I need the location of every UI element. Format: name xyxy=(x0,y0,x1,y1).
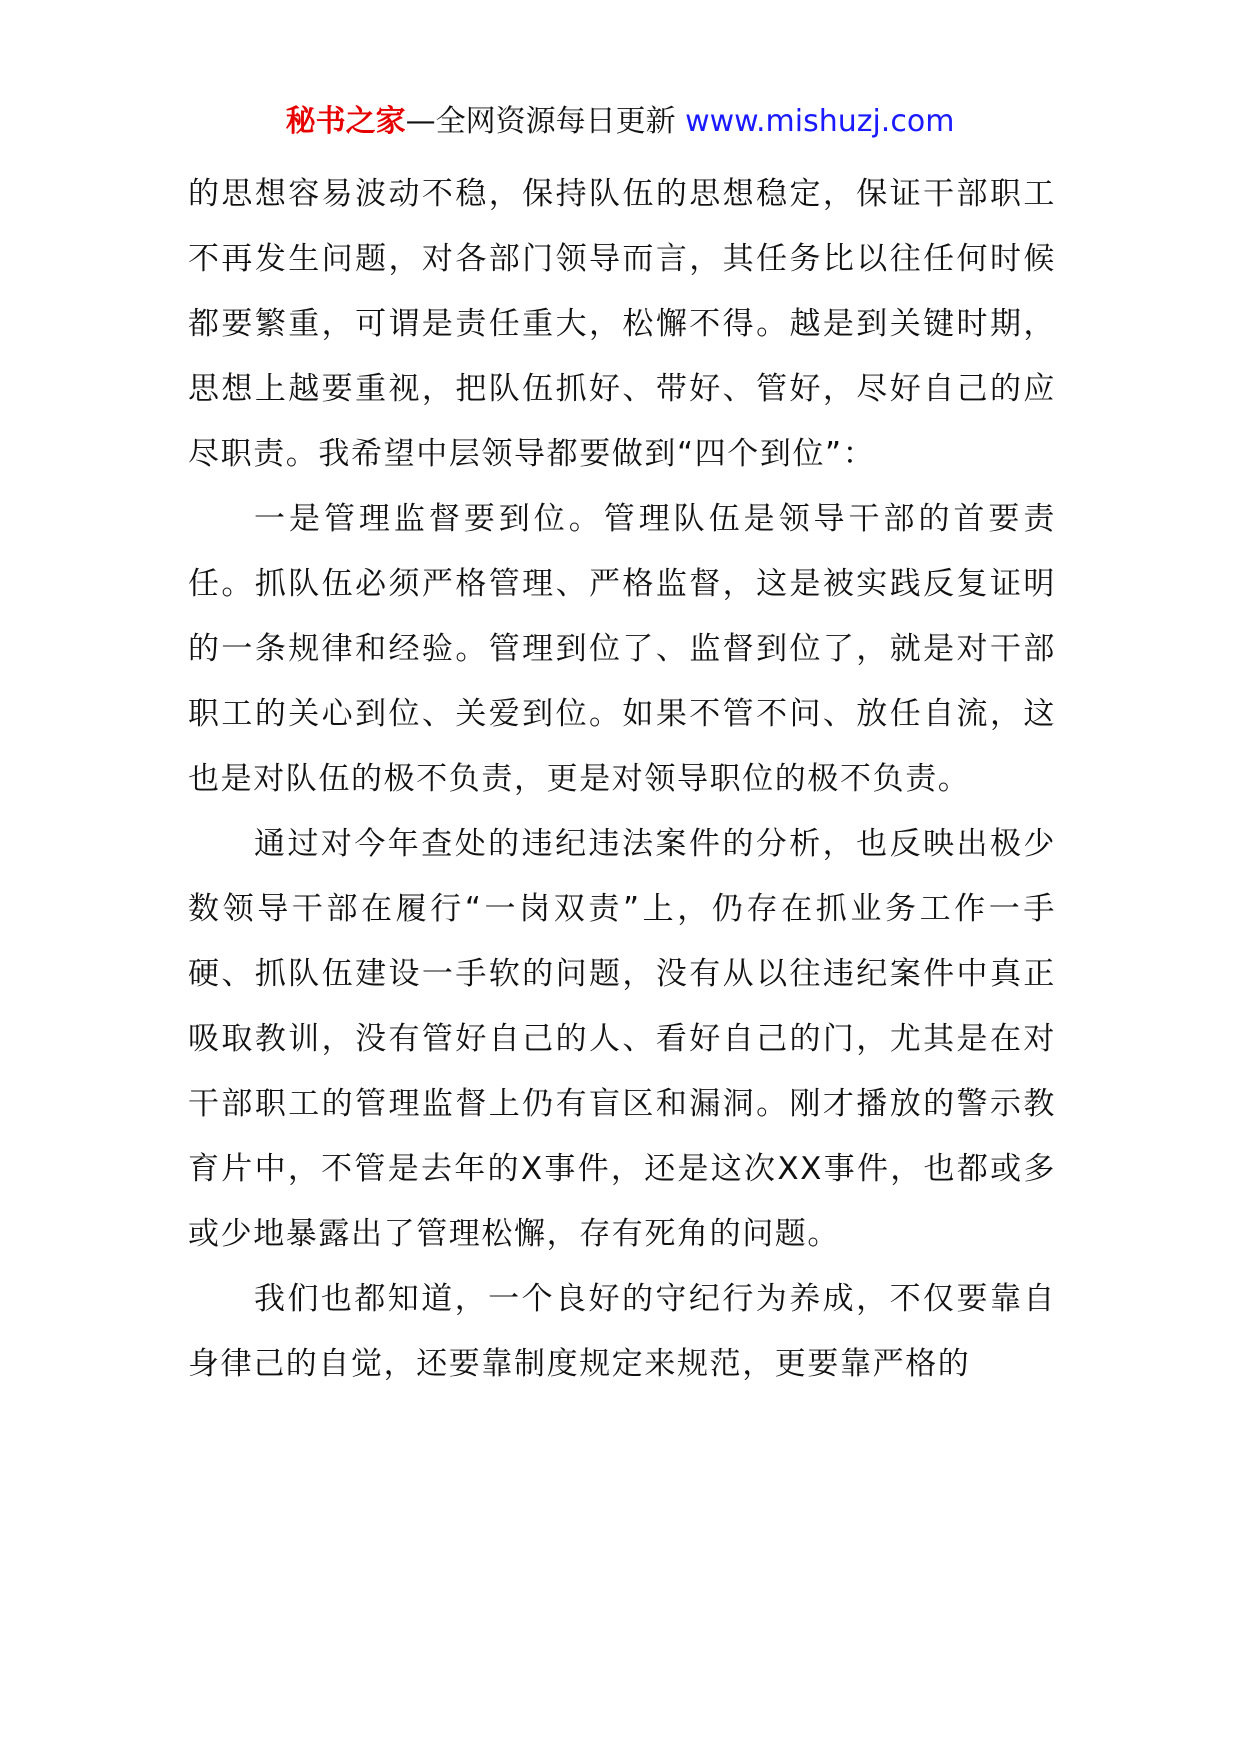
website-link[interactable]: www.mishuzj.com xyxy=(675,104,955,139)
document-body xyxy=(188,162,1056,1397)
header-tagline: —全网资源每日更新 xyxy=(405,104,676,139)
paragraph: 一是管理监督要到位。管理队伍是领导干部的首要责任。抓队伍必须严格管理、严格监督，这是被实践反复证明的一条规律和经验。管理到位了、监督到位了，就是对干部职工的关心到位、关爱到位。如果不管不问、放任自流，这也是对队伍的极不负责，更是对领导职位的极不负责。 xyxy=(188,501,1056,797)
brand-name: 秘书之家 xyxy=(285,104,406,139)
paragraph: 我们也都知道，一个良好的守纪行为养成，不仅要靠自身律己的自觉，还要靠制度规定来规范，更要靠严格的 xyxy=(188,1281,1056,1382)
paragraph: 通过对今年查处的违纪违法案件的分析，也反映出极少数领导干部在履行“一岗双责”上，仍存在抓业务工作一手硬、抓队伍建设一手软的问题，没有从以往违纪案件中真正吸取教训，没有管好自己的人、看好自己的门，尤其是在对干部职工的管理监督上仍有盲区和漏洞。刚才播放的警示教育片中，不管是去年的X事件，还是这次XX事件，也都或多或少地暴露出了管理松懈，存有死角的问题。 xyxy=(188,826,1056,1252)
paragraph: 的思想容易波动不稳，保持队伍的思想稳定，保证干部职工不再发生问题，对各部门领导而言，其任务比以往任何时候都要繁重，可谓是责任重大，松懈不得。越是到关键时期，思想上越要重视，把队伍抓好、带好、管好，尽好自己的应尽职责。我希望中层领导都要做到“四个到位”： xyxy=(188,176,1056,472)
page-header xyxy=(0,100,1240,144)
